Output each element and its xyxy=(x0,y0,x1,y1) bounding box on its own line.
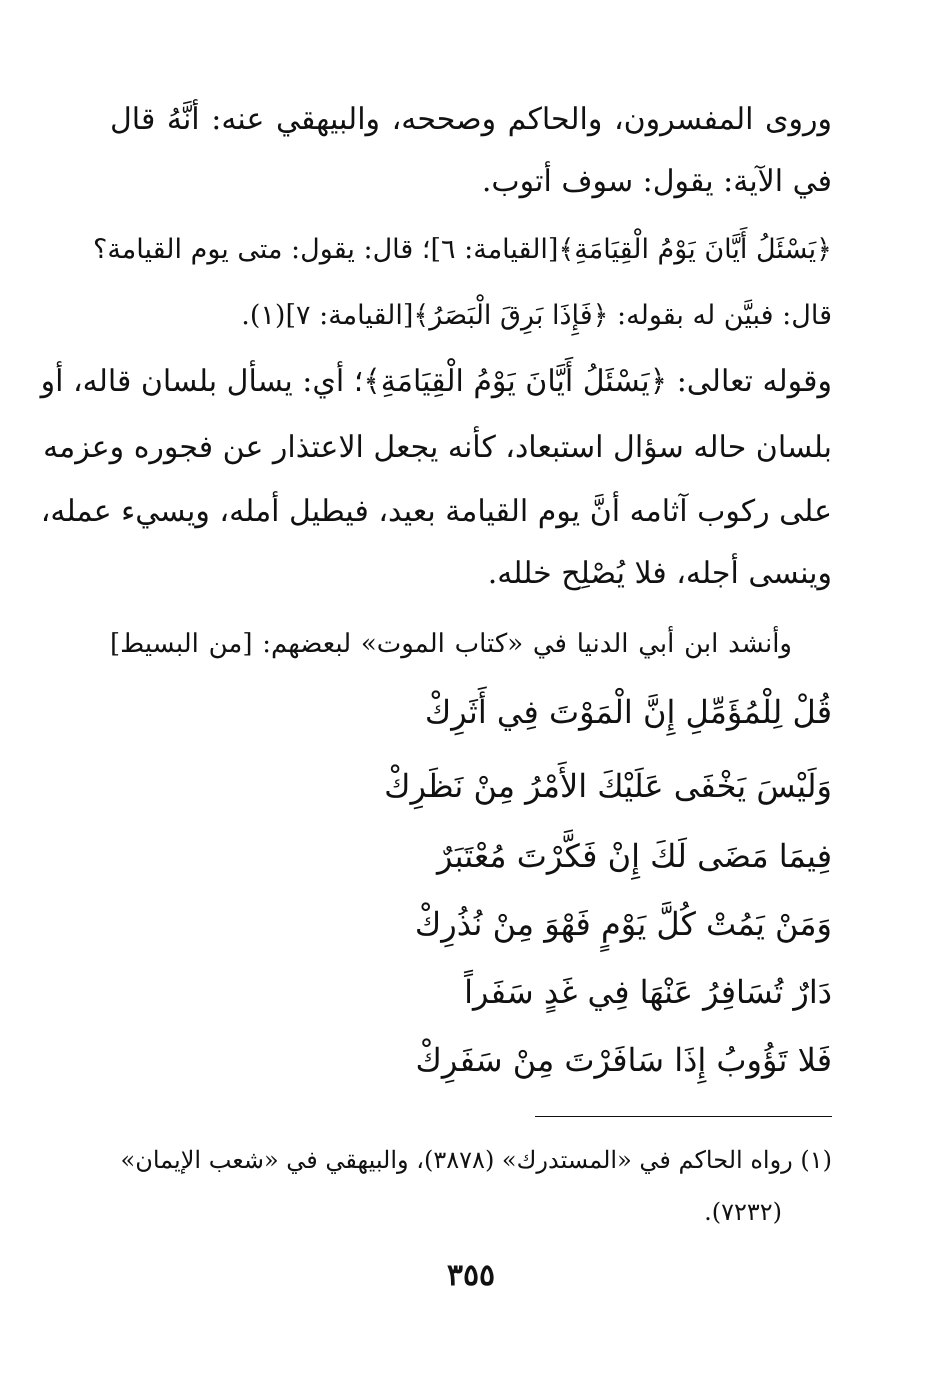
poem-introduction: وأنشد ابن أبي الدنيا في «كتاب الموت» لبعضهم: [من البسيط] xyxy=(110,629,792,659)
footnote-line: (٧٢٣٢). xyxy=(704,1198,782,1226)
poem-verse: وَمَنْ يَمُتْ كُلَّ يَوْمٍ فَهْوَ مِنْ نُذُرِكْ xyxy=(414,905,832,943)
poem-verse: فِيمَا مَضَى لَكَ إِنْ فَكَّرْتَ مُعْتَبَرٌ xyxy=(436,837,832,875)
footnote-separator xyxy=(535,1116,832,1117)
paragraph-line: بلسان حاله سؤال استبعاد، كأنه يجعل الاعتذار عن فجوره وعزمه xyxy=(43,430,832,465)
footnote-line: (١) رواه الحاكم في «المستدرك» (٣٨٧٨)، والبيهقي في «شعب الإيمان» xyxy=(120,1146,832,1174)
poem-verse: وَلَيْسَ يَخْفَى عَلَيْكَ الأَمْرُ مِنْ نَظَرِكْ xyxy=(384,767,832,805)
paragraph-line: في الآية: يقول: سوف أتوب. xyxy=(481,164,832,199)
poem-verse: فَلا تَؤُوبُ إِذَا سَافَرْتَ مِنْ سَفَرِكْ xyxy=(415,1041,832,1079)
quran-citation-line: ﴿يَسْئَلُ أَيَّانَ يَوْمُ الْقِيَامَةِ﴾[القيامة: ٦]؛ قال: يقول: متى يوم القيامة؟ xyxy=(92,234,832,265)
paragraph-line: وقوله تعالى: ﴿يَسْئَلُ أَيَّانَ يَوْمُ الْقِيَامَةِ﴾؛ أي: يسأل بلسان قاله، أو xyxy=(40,364,832,399)
quran-citation-line: قال: فبيَّن له بقوله: ﴿فَإِذَا بَرِقَ الْبَصَرُ﴾[القيامة: ٧](١). xyxy=(241,300,832,331)
poem-verse: قُلْ لِلْمُؤَمِّلِ إِنَّ الْمَوْتَ فِي أَثَرِكْ xyxy=(424,693,832,731)
page-number: ٣٥٥ xyxy=(446,1258,496,1293)
paragraph-line: وروى المفسرون، والحاكم وصححه، والبيهقي عنه: أنَّهُ قال xyxy=(110,102,832,137)
paragraph-line: على ركوب آثامه أنَّ يوم القيامة بعيد، فيطيل أمله، ويسيء عمله، xyxy=(40,494,832,529)
poem-verse: دَارٌ تُسَافِرُ عَنْهَا فِي غَدٍ سَفَراً xyxy=(464,973,832,1011)
paragraph-line: وينسى أجله، فلا يُصْلِح خلله. xyxy=(487,556,832,591)
